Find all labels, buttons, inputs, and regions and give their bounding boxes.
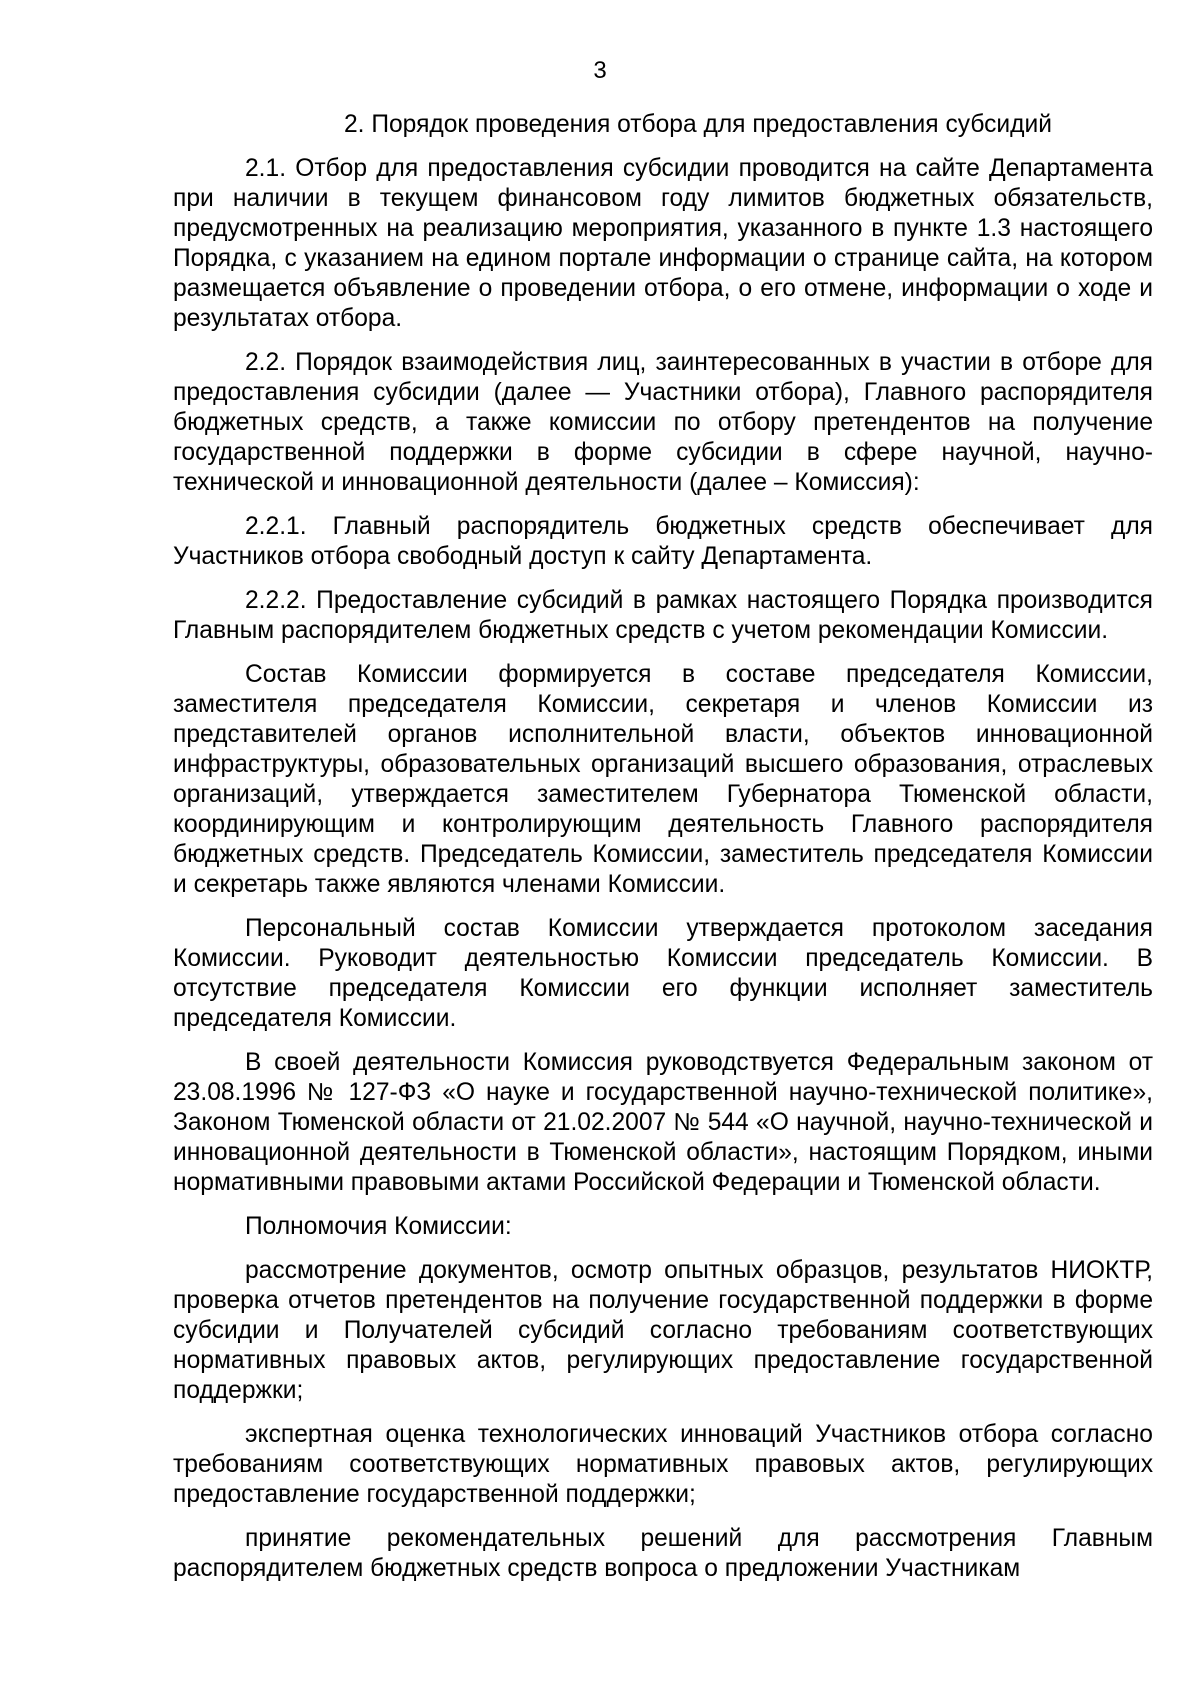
paragraph-2-1: 2.1. Отбор для предоставления субсидии проводится на сайте Департамента при наличии в текущем финансовом году лимитов бюджетных обязательств, предусмотренных на реализацию мероприятия, указанного в пункте 1.3 настоящего Порядка, с указанием на едином портале информации о странице сайта, на котором размещается объявление о проведении отбора, о его отмене, информации о ходе и результатах отбора. <box>173 155 1153 332</box>
paragraph-power-review: рассмотрение документов, осмотр опытных образцов, результатов НИОКТР, проверка отчетов претендентов на получение государственной поддержки в форме субсидии и Получателей субсидий согласно требованиям соответствующих нормативных правовых актов, регулирующих предоставление государственной поддержки; <box>173 1257 1153 1404</box>
paragraph-2-2: 2.2. Порядок взаимодействия лиц, заинтересованных в участии в отборе для предоставления субсидии (далее — Участники отбора), Главного распорядителя бюджетных средств, а также комиссии по отбору претендентов на получение государственной поддержки в форме субсидии в сфере научной, научно-технической и инновационной деятельности (далее – Комиссия): <box>173 349 1153 496</box>
paragraph-commission-personnel: Персональный состав Комиссии утверждается протоколом заседания Комиссии. Руководит деятельностью Комиссии председатель Комиссии. В отсутствие председателя Комиссии его функции исполняет заместитель председателя Комиссии. <box>173 915 1153 1032</box>
section-title: 2. Порядок проведения отбора для предоставления субсидий <box>343 111 1052 138</box>
paragraph-commission-composition: Состав Комиссии формируется в составе председателя Комиссии, заместителя председателя Комиссии, секретаря и членов Комиссии из представителей органов исполнительной власти, объектов инновационной инфраструктуры, образовательных организаций высшего образования, отраслевых организаций, утверждается заместителем Губернатора Тюменской области, координирующим и контролирующим деятельность Главного распорядителя бюджетных средств. Председатель Комиссии, заместитель председателя Комиссии и секретарь также являются членами Комиссии. <box>173 661 1153 898</box>
paragraph-2-2-2: 2.2.2. Предоставление субсидий в рамках настоящего Порядка производится Главным распорядителем бюджетных средств с учетом рекомендации Комиссии. <box>173 587 1153 644</box>
paragraph-power-expert-evaluation: экспертная оценка технологических инноваций Участников отбора согласно требованиям соответствующих нормативных правовых актов, регулирующих предоставление государственной поддержки; <box>173 1421 1153 1508</box>
paragraph-commission-powers-heading: Полномочия Комиссии: <box>245 1213 512 1240</box>
paragraph-power-recommendations: принятие рекомендательных решений для рассмотрения Главным распорядителем бюджетных средств вопроса о предложении Участникам <box>173 1525 1153 1582</box>
page-number: 3 <box>593 57 607 84</box>
paragraph-2-2-1: 2.2.1. Главный распорядитель бюджетных средств обеспечивает для Участников отбора свободный доступ к сайту Департамента. <box>173 513 1153 570</box>
paragraph-commission-legal-basis: В своей деятельности Комиссия руководствуется Федеральным законом от 23.08.1996 № 127-ФЗ «О науке и государственной научно-технической политике», Законом Тюменской области от 21.02.2007 № 544 «О научной, научно-технической и инновационной деятельности в Тюменской области», настоящим Порядком, иными нормативными правовыми актами Российской Федерации и Тюменской области. <box>173 1049 1153 1196</box>
document-body <box>173 110 1153 1598</box>
